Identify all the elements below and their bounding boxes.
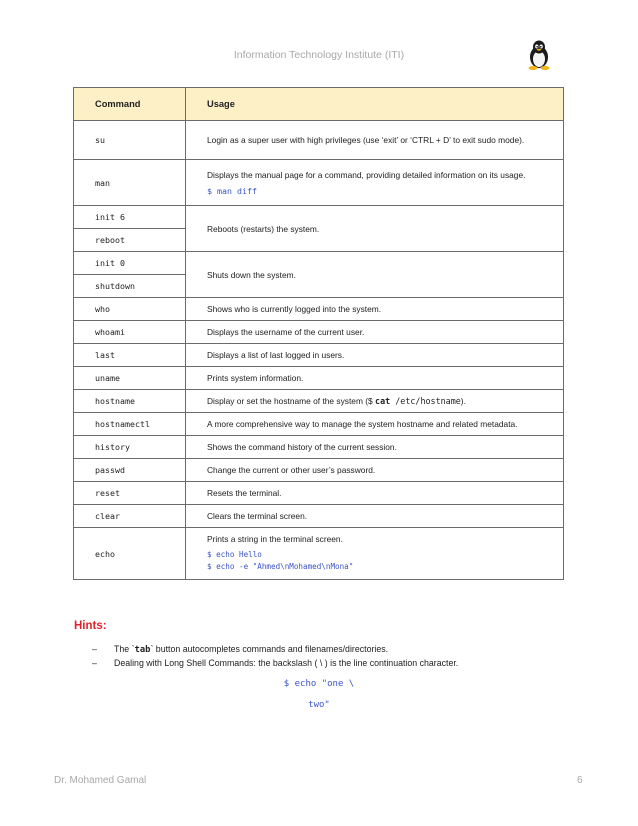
usage-cell: Displays a list of last logged in users. [186, 344, 564, 367]
table-row [74, 252, 564, 275]
usage-cell: Prints system information. [186, 367, 564, 390]
usage-cell: Reboots (restarts) the system. [186, 206, 564, 252]
hint-code-line: two" [308, 700, 330, 710]
header-usage: Usage [186, 88, 564, 121]
header-command: Command [74, 88, 186, 121]
usage-text: Display or set the hostname of the system ($ [207, 396, 376, 406]
usage-code-path: /etc/hostname [390, 396, 461, 406]
usage-cell [186, 160, 564, 206]
command-cell: hostnamectl [74, 413, 186, 436]
table-row [74, 528, 564, 580]
usage-text: Displays the manual page for a command, providing detailed information on its usage. [207, 169, 526, 180]
hint-dash: – [92, 658, 97, 668]
table-row [74, 344, 564, 367]
usage-inline-code [375, 396, 461, 406]
command-cell: init 6 [74, 206, 186, 229]
hint-text-suffix: ` button autocompletes commands and filenames/directories. [150, 644, 389, 654]
usage-example: $ echo Hello [207, 550, 262, 559]
usage-code-bold: cat [375, 396, 391, 406]
command-cell: who [74, 298, 186, 321]
usage-cell: Shuts down the system. [186, 252, 564, 298]
table-row [74, 367, 564, 390]
table-row [74, 459, 564, 482]
usage-cell [186, 390, 564, 413]
command-cell: clear [74, 505, 186, 528]
hint-item [92, 644, 388, 655]
table-row [74, 482, 564, 505]
command-cell: shutdown [74, 275, 186, 298]
command-cell: passwd [74, 459, 186, 482]
usage-cell: Shows who is currently logged into the system. [186, 298, 564, 321]
usage-cell: Displays the username of the current user. [186, 321, 564, 344]
page-number: 6 [577, 775, 583, 786]
table-row [74, 413, 564, 436]
table-row [74, 206, 564, 229]
hint-text: Dealing with Long Shell Commands: the backslash ( \ ) is the line continuation character. [114, 658, 459, 668]
hint-text: The ` [114, 644, 135, 654]
hint-dash: – [92, 644, 97, 654]
table-row [74, 160, 564, 206]
footer-author: Dr. Mohamed Gamal [54, 775, 147, 786]
command-cell: man [74, 160, 186, 206]
table-header-row [74, 88, 564, 121]
command-cell: reboot [74, 229, 186, 252]
usage-example: $ echo -e "Ahmed\nMohamed\nMona" [207, 562, 354, 571]
command-cell: last [74, 344, 186, 367]
table-row [74, 321, 564, 344]
usage-text-suffix: ). [460, 396, 466, 406]
command-cell: echo [74, 528, 186, 580]
usage-cell: Resets the terminal. [186, 482, 564, 505]
usage-cell [186, 528, 564, 580]
tux-penguin-icon [525, 40, 553, 70]
table-row [74, 121, 564, 160]
hint-key-bold: tab [134, 645, 151, 655]
usage-cell: Login as a super user with high privileges (use ‘exit’ or ‘CTRL + D’ to exit sudo mode). [186, 121, 564, 160]
hint-code-line: $ echo "one \ [283, 679, 355, 689]
usage-example: $ man diff [207, 185, 257, 196]
command-cell: hostname [74, 390, 186, 413]
command-cell: history [74, 436, 186, 459]
table-row [74, 298, 564, 321]
usage-cell: A more comprehensive way to manage the system hostname and related metadata. [186, 413, 564, 436]
usage-cell: Change the current or other user’s password. [186, 459, 564, 482]
usage-cell: Clears the terminal screen. [186, 505, 564, 528]
hints-title: Hints: [74, 620, 107, 632]
table-row [74, 436, 564, 459]
hint-item [92, 658, 458, 668]
command-cell: su [74, 121, 186, 160]
command-cell: uname [74, 367, 186, 390]
command-cell: init 0 [74, 252, 186, 275]
table-row [74, 505, 564, 528]
usage-text: Prints a string in the terminal screen. [207, 534, 343, 544]
usage-cell: Shows the command history of the current session. [186, 436, 564, 459]
commands-table [73, 87, 564, 580]
table-row [74, 390, 564, 413]
command-cell: whoami [74, 321, 186, 344]
page-header-title: Information Technology Institute (ITI) [233, 49, 405, 61]
command-cell: reset [74, 482, 186, 505]
